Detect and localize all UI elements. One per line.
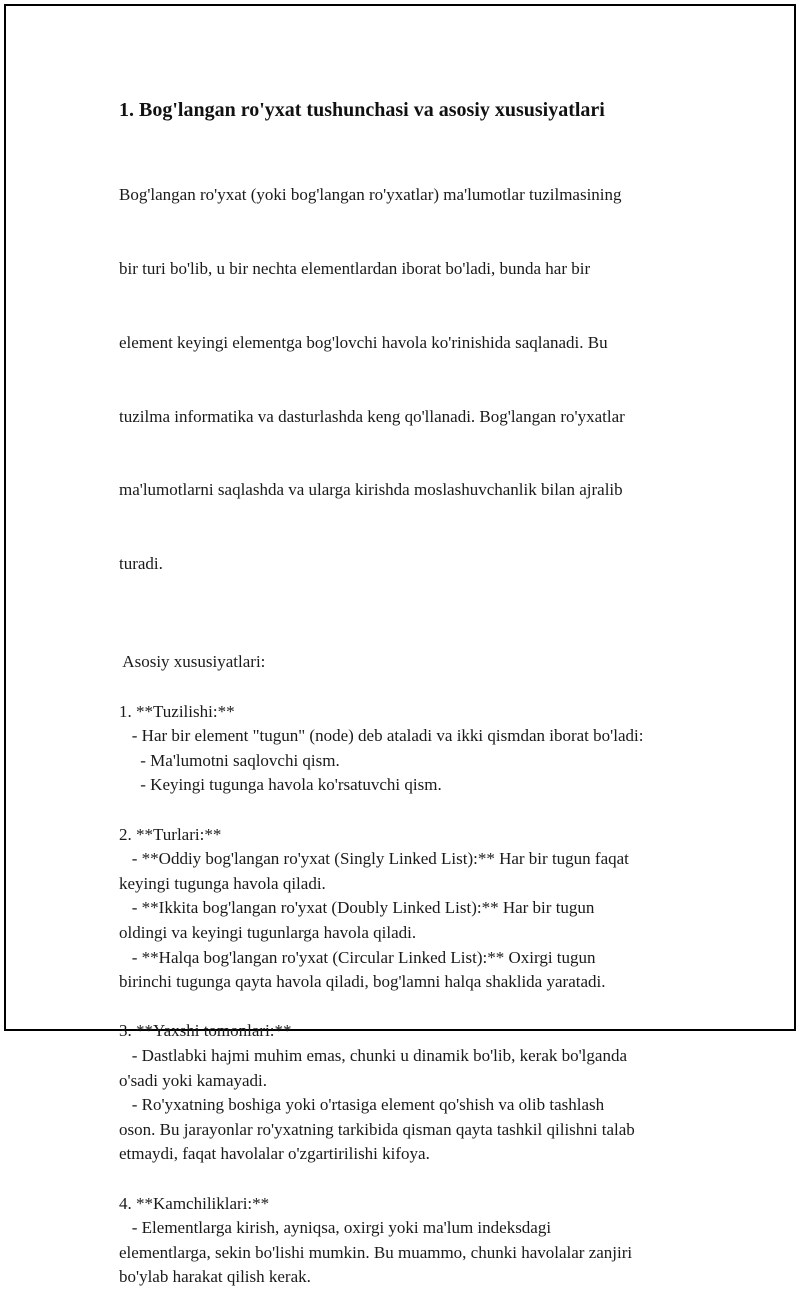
section-heading: 2. **Turlari:**	[119, 824, 222, 844]
spacer	[119, 798, 699, 823]
section-line: - Har bir element "tugun" (node) deb ataladi va ikki qismdan iborat bo'ladi:	[119, 726, 644, 746]
section-line: - Keyingi tugunga havola ko'rsatuvchi qism.	[119, 775, 442, 795]
section-line: bo'ylab harakat qilish kerak.	[119, 1267, 311, 1287]
intro-line: ma'lumotlarni saqlashda va ularga kirishda moslashuvchanlik bilan ajralib	[119, 480, 623, 500]
section-heading: 1. **Tuzilishi:**	[119, 701, 235, 721]
page-title: 1. Bog'langan ro'yxat tushunchasi va asosiy xususiyatlari	[119, 99, 605, 121]
section-heading: 3. **Yaxshi tomonlari:**	[119, 1021, 292, 1041]
section-heading: 4. **Kamchiliklari:**	[119, 1193, 270, 1213]
section-line: - **Halqa bog'langan ro'yxat (Circular Linked List):** Oxirgi tugun	[119, 947, 596, 967]
section-line: - **Oddiy bog'langan ro'yxat (Singly Linked List):** Har bir tugun faqat	[119, 849, 629, 869]
section-line: - Ro'yxatning boshiga yoki o'rtasiga element qo'shish va olib tashlash	[119, 1095, 605, 1115]
section-line: elementlarga, sekin bo'lishi mumkin. Bu muammo, chunki havolalar zanjiri	[119, 1242, 633, 1262]
section-line: etmaydi, faqat havolalar o'zgartirilishi kifoya.	[119, 1144, 430, 1164]
section-advantages	[119, 1019, 699, 1167]
spacer	[119, 995, 699, 1020]
section-types	[119, 823, 699, 995]
intro-line: Bog'langan ro'yxat (yoki bog'langan ro'yxatlar) ma'lumotlar tuzilmasining	[119, 185, 622, 205]
section-line: o'sadi yoki kamayadi.	[119, 1070, 268, 1090]
section-line: oldingi va keyingi tugunlarga havola qiladi.	[119, 923, 417, 942]
section-line: - Dastlabki hajmi muhim emas, chunki u dinamik bo'lib, kerak bo'lganda	[119, 1045, 627, 1065]
intro-line: element keyingi elementga bog'lovchi havola ko'rinishida saqlanadi. Bu	[119, 332, 608, 352]
document-page	[4, 4, 796, 1287]
section-line: keyingi tugunga havola qiladi.	[119, 873, 326, 893]
intro-line: turadi.	[119, 554, 163, 574]
intro-line: bir turi bo'lib, u bir nechta elementlardan iborat bo'ladi, bunda har bir	[119, 258, 591, 278]
intro-line: tuzilma informatika va dasturlashda keng qo'llanadi. Bog'langan ro'yxatlar	[119, 406, 625, 426]
features-heading: Asosiy xususiyatlari:	[119, 652, 266, 672]
spacer	[119, 675, 699, 700]
section-line: oson. Bu jarayonlar ro'yxatning tarkibida qisman qayta tashkil qilishni talab	[119, 1119, 635, 1139]
section-structure	[119, 700, 699, 798]
section-line: birinchi tugunga qayta havola qiladi, bog'lamni halqa shaklida yaratadi.	[119, 972, 606, 992]
section-line: - **Ikkita bog'langan ro'yxat (Doubly Linked List):** Har bir tugun	[119, 898, 595, 918]
section-disadvantages	[119, 1192, 699, 1290]
spacer	[119, 626, 699, 651]
document-body	[119, 96, 699, 1290]
intro-paragraph	[119, 134, 699, 626]
section-line: - Ma'lumotni saqlovchi qism.	[119, 750, 340, 770]
spacer	[119, 1167, 699, 1192]
section-line: - Elementlarga kirish, ayniqsa, oxirgi yoki ma'lum indeksdagi	[119, 1218, 552, 1238]
